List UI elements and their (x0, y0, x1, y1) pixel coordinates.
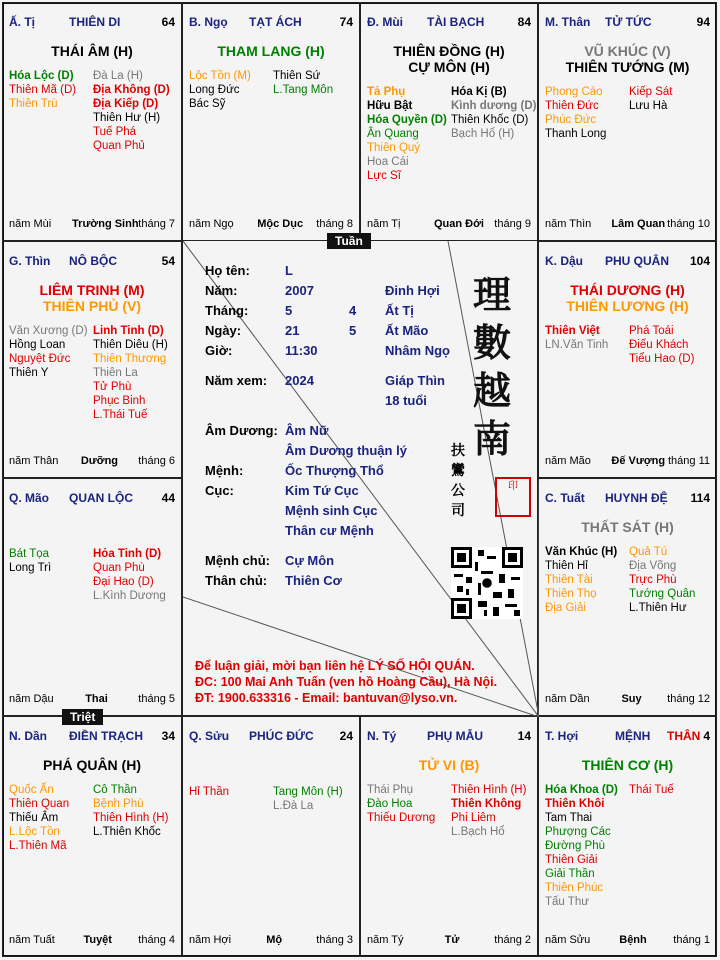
minor-star: Thiên Quan (9, 798, 70, 810)
palace-name: QUAN LỘC (69, 491, 133, 505)
minor-star: Quốc Ấn (9, 784, 54, 796)
minor-star: Quan Phù (93, 562, 145, 574)
minor-star: Phục Binh (93, 395, 146, 407)
minor-star: Địa Kiếp (D) (93, 98, 159, 110)
value-cuc: Kim Tứ Cục (285, 483, 359, 498)
minor-star: Phá Toái (629, 325, 674, 337)
minor-star: Thiên Đức (545, 100, 599, 112)
palace-name: HUYNH ĐỆ (605, 491, 668, 505)
footer-year: năm Sửu (545, 934, 591, 946)
value-amduong: Âm Nữ (285, 423, 329, 438)
minor-star: Long Trì (9, 562, 52, 574)
palace-can-chi: T. Hợi (545, 729, 579, 743)
tuan-marker: Tuần (327, 233, 371, 249)
minor-star: Thiên La (93, 367, 138, 379)
main-star: LIÊM TRINH (M) (39, 282, 145, 298)
triet-marker: Triệt (62, 709, 103, 725)
palace-can-chi: K. Dậu (545, 254, 584, 268)
footer-truong-sinh: Quan Đới (434, 218, 484, 230)
minor-star: Thiên Khốc (D) (451, 114, 529, 126)
footer-truong-sinh: Thai (85, 693, 108, 705)
palace-can-chi: N. Dần (9, 729, 48, 743)
star-column-right (93, 69, 170, 153)
star-column-right (629, 85, 672, 113)
value-day-can: Ất Mão (385, 323, 429, 338)
palace-can-chi: Đ. Mùi (367, 15, 403, 29)
footer-month: tháng 10 (667, 218, 710, 230)
star-column-left (189, 69, 251, 111)
palace-name: ĐIỀN TRẠCH (69, 729, 143, 743)
minor-star: Cô Thần (93, 784, 137, 796)
minor-star: Thiên Giải (545, 854, 598, 866)
footer-truong-sinh: Mộ (266, 934, 283, 946)
minor-star: Phi Liêm (451, 812, 496, 824)
palace-tuat (538, 478, 717, 716)
minor-star: Địa Không (D) (93, 84, 170, 96)
contact-line-1: Để luận giải, mời bạn liên hệ LÝ SỐ HỘI QUÁN. (195, 659, 475, 673)
minor-star: Thiên Sứ (273, 70, 321, 82)
palace-name: THIÊN DI (69, 15, 121, 29)
value-cuc-relation: Mệnh sinh Cục (285, 503, 378, 518)
palace-ty2 (360, 716, 538, 957)
minor-star: Thiếu Dương (367, 812, 436, 824)
main-star: THAM LANG (H) (217, 43, 325, 59)
palace-mui (360, 2, 538, 241)
palace-name-than: THÂN (667, 729, 701, 743)
minor-star: Tam Thai (545, 812, 593, 824)
star-column-left (189, 785, 229, 799)
footer-truong-sinh: Dưỡng (80, 455, 119, 467)
minor-star: Kiếp Sát (629, 86, 673, 98)
minor-star: Hóa Kị (B) (451, 86, 507, 98)
star-column-left (545, 545, 617, 615)
minor-star: L.Thiên Mã (9, 840, 67, 852)
star-column-left (9, 547, 51, 575)
minor-star: Tấu Thư (545, 896, 589, 908)
footer-year: năm Mão (545, 455, 591, 467)
label-name: Họ tên: (205, 263, 250, 278)
minor-star: Địa Võng (629, 560, 677, 572)
footer-truong-sinh: Suy (621, 693, 642, 705)
star-column-right (93, 547, 166, 603)
minor-star: Thiên Không (451, 798, 522, 810)
star-column-left (367, 85, 447, 183)
minor-star: Kình dương (D) (451, 100, 537, 112)
minor-star: Tử Phù (93, 381, 132, 393)
minor-star: L.Đà La (273, 800, 314, 812)
footer-year: năm Tị (367, 218, 401, 230)
value-year-can: Đinh Hợi (385, 283, 440, 298)
footer-truong-sinh: Đế Vượng (611, 455, 666, 467)
minor-star: Thiên Thương (93, 353, 167, 365)
minor-star: Trực Phù (629, 574, 677, 586)
value-month-lunar: 4 (349, 303, 357, 318)
footer-year: năm Thìn (545, 218, 592, 230)
palace-name: PHỤ MẪU (427, 729, 483, 743)
minor-star: Văn Khúc (H) (545, 546, 618, 558)
main-star: THÁI DƯƠNG (H) (570, 282, 685, 298)
minor-star: L.Kình Dương (93, 590, 166, 602)
value-month: 5 (285, 303, 293, 318)
minor-star: Giải Thần (545, 868, 595, 880)
value-day-lunar: 5 (349, 323, 357, 338)
palace-age: 94 (696, 15, 710, 29)
value-menh: Ốc Thượng Thổ (285, 463, 384, 478)
footer-truong-sinh: Tử (444, 934, 460, 946)
minor-star: L.Tang Môn (273, 84, 334, 96)
palace-age: 34 (161, 729, 175, 743)
main-star: THIÊN TƯỚNG (M) (565, 59, 690, 75)
footer-year: năm Tý (367, 934, 404, 946)
palace-can-chi: Ấ. Tị (9, 15, 35, 29)
minor-star: Thái Phụ (367, 784, 414, 796)
footer-year: năm Tuất (9, 934, 55, 946)
minor-star: Hóa Lộc (D) (9, 70, 74, 82)
palace-than (538, 2, 717, 241)
minor-star: Văn Xương (D) (9, 325, 88, 337)
main-star: PHÁ QUÂN (H) (43, 757, 141, 773)
palace-age: 84 (517, 15, 531, 29)
minor-star: Quả Tú (629, 546, 668, 558)
star-column-right (93, 783, 168, 839)
minor-star: Hoa Cái (367, 156, 409, 168)
minor-star: L.Thiên Khốc (93, 826, 161, 838)
minor-star: Ân Quang (367, 128, 419, 140)
star-column-left (9, 324, 88, 380)
minor-star: L.Lộc Tồn (9, 826, 60, 838)
footer-year: năm Dậu (9, 693, 54, 705)
minor-star: Quan Phủ (93, 140, 145, 152)
palace-can-chi: B. Ngọ (189, 15, 228, 29)
star-column-right (273, 69, 333, 97)
star-column-right (93, 324, 168, 422)
minor-star: Tiểu Hao (D) (629, 353, 695, 365)
minor-star: Thiên Tài (545, 574, 593, 586)
palace-mao (2, 478, 182, 716)
minor-star: Bạch Hổ (H) (451, 128, 515, 140)
footer-truong-sinh: Tuyệt (83, 934, 112, 946)
footer-year: năm Dần (545, 693, 590, 705)
palace-dan (2, 716, 182, 957)
palace-hoi (538, 716, 717, 957)
minor-star: Long Đức (189, 84, 240, 96)
chart-center-panel (182, 240, 538, 716)
minor-star: Bệnh Phù (93, 798, 144, 810)
minor-star: Đại Hao (D) (93, 576, 154, 588)
palace-name: TỬ TỨC (605, 15, 652, 29)
palace-can-chi: M. Thân (545, 15, 591, 29)
minor-star: Hóa Khoa (D) (545, 784, 618, 796)
value-age: 18 tuổi (385, 393, 427, 408)
label-hour: Giờ: (205, 343, 233, 358)
value-month-can: Ất Tị (385, 303, 414, 318)
minor-star: Thiên Thọ (545, 588, 597, 600)
palace-suu (182, 716, 360, 957)
minor-star: Thiên Phúc (545, 882, 604, 894)
main-star: TỬ VI (B) (418, 757, 480, 773)
palace-can-chi: Q. Sửu (189, 729, 230, 743)
minor-star: Thiên Việt (545, 325, 600, 337)
label-year-view: Năm xem: (205, 373, 268, 388)
label-month: Tháng: (205, 303, 249, 318)
contact-address: ĐC: 100 Mai Anh Tuấn (ven hồ Hoàng Cầu), Hà Nội. (195, 675, 498, 689)
palace-name: TÀI BẠCH (427, 15, 485, 29)
label-menh: Mệnh: (205, 463, 244, 478)
palace-name: PHU QUÂN (605, 254, 670, 268)
minor-star: Bác Sỹ (189, 98, 226, 110)
label-year: Năm: (205, 283, 238, 298)
star-column-right (629, 783, 674, 797)
value-amduong-detail: Âm Dương thuận lý (285, 443, 407, 458)
minor-star: Thiên Quý (367, 142, 421, 154)
minor-star: Tuế Phá (93, 126, 137, 138)
footer-month: tháng 5 (138, 693, 175, 705)
palace-can-chi: N. Tý (367, 729, 397, 743)
footer-truong-sinh: Lâm Quan (611, 218, 666, 230)
minor-star: Thiên Diêu (H) (93, 339, 168, 351)
footer-month: tháng 4 (138, 934, 175, 946)
label-than-chu: Thân chủ: (205, 573, 268, 588)
main-star: CỰ MÔN (H) (408, 59, 490, 75)
palace-ty (2, 2, 182, 241)
value-hour: 11:30 (285, 343, 318, 358)
minor-star: Hóa Quyền (D) (367, 114, 447, 126)
palace-age: 74 (339, 15, 353, 29)
minor-star: Điếu Khách (629, 339, 689, 351)
minor-star: Thiên Y (9, 367, 49, 379)
value-than-chu: Thiên Cơ (285, 573, 342, 588)
star-column-left (545, 783, 618, 909)
star-column-right (629, 545, 695, 615)
red-seal-stamp: 印 (495, 477, 531, 517)
value-year: 2007 (285, 283, 314, 298)
palace-age: 64 (161, 15, 175, 29)
main-star: THÁI ÂM (H) (51, 43, 133, 59)
footer-year: năm Thân (9, 455, 59, 467)
palace-thin (2, 241, 182, 478)
main-star: THIÊN LƯƠNG (H) (566, 298, 689, 314)
palace-age: 114 (690, 491, 710, 505)
minor-star: Thái Tuế (629, 784, 674, 796)
minor-star: Hỏa Tinh (D) (93, 548, 162, 560)
minor-star: Thanh Long (545, 128, 607, 140)
minor-star: LN.Văn Tinh (545, 339, 609, 351)
footer-month: tháng 2 (494, 934, 531, 946)
palace-can-chi: Q. Mão (9, 491, 50, 505)
footer-month: tháng 12 (667, 693, 710, 705)
minor-star: Thiên Hư (H) (93, 112, 161, 124)
minor-star: Thiên Mã (D) (9, 84, 77, 96)
star-column-left (9, 69, 76, 111)
minor-star: Tướng Quân (629, 588, 696, 600)
minor-star: Hữu Bật (367, 100, 413, 112)
minor-star: Nguyệt Đức (9, 353, 71, 365)
star-column-right (451, 783, 526, 839)
footer-month: tháng 9 (494, 218, 531, 230)
label-menh-chu: Mệnh chủ: (205, 553, 270, 568)
footer-month: tháng 3 (316, 934, 353, 946)
palace-age: 104 (689, 254, 710, 268)
palace-name: MỆNH (615, 729, 651, 743)
palace-dau (538, 241, 717, 478)
value-day: 21 (285, 323, 300, 338)
qr-code (451, 547, 523, 619)
minor-star: Lực Sĩ (367, 170, 401, 182)
star-column-left (367, 783, 435, 825)
minor-star: Thiên Hình (H) (451, 784, 527, 796)
footer-month: tháng 1 (673, 934, 710, 946)
minor-star: Địa Giải (545, 602, 586, 614)
star-column-left (545, 324, 608, 352)
label-amduong: Âm Dương: (205, 423, 278, 438)
palace-name: TẠT ÁCH (249, 15, 302, 29)
footer-truong-sinh: Trường Sinh (72, 218, 139, 230)
minor-star: Thiên Khôi (545, 798, 605, 810)
minor-star: L.Thái Tuế (93, 409, 148, 421)
minor-star: Hồng Loan (9, 339, 66, 351)
label-day: Ngày: (205, 323, 242, 338)
palace-name: NÔ BỘC (69, 254, 117, 268)
minor-star: Lộc Tồn (M) (189, 70, 251, 82)
footer-year: năm Hợi (189, 934, 232, 946)
seal-small-text: 扶 鸞 公 司 (451, 443, 465, 519)
footer-month: tháng 7 (138, 218, 175, 230)
contact-phone-email: ĐT: 1900.633316 - Email: bantuvan@lyso.vn. (195, 691, 458, 705)
minor-star: Đà La (H) (93, 70, 143, 82)
value-name: L (285, 263, 293, 278)
minor-star: Thiên Hỉ (545, 560, 588, 572)
palace-ngo (182, 2, 360, 241)
minor-star: Phong Cáo (545, 86, 603, 98)
minor-star: Bát Tọa (9, 548, 50, 560)
main-star: THIÊN ĐỒNG (H) (393, 43, 505, 59)
footer-truong-sinh: Bệnh (619, 934, 647, 946)
palace-can-chi: C. Tuất (545, 491, 585, 505)
main-star: VŨ KHÚC (V) (584, 43, 671, 59)
minor-star: Tả Phụ (367, 86, 406, 98)
value-hour-can: Nhâm Ngọ (385, 343, 450, 358)
minor-star: Phúc Đức (545, 114, 597, 126)
footer-truong-sinh: Mộc Dục (257, 218, 304, 230)
value-than-cu: Thân cư Mệnh (285, 523, 374, 538)
palace-age: 4 (703, 729, 710, 743)
minor-star: Đường Phù (545, 840, 605, 852)
footer-year: năm Ngọ (189, 218, 234, 230)
minor-star: Thiên Trù (9, 98, 58, 110)
palace-can-chi: G. Thìn (9, 254, 51, 268)
value-menh-chu: Cự Môn (285, 553, 335, 568)
minor-star: Hỉ Thần (189, 786, 230, 798)
star-column-left (545, 85, 606, 141)
calligraphy-text: 理 數 越 南 (473, 272, 512, 461)
palace-age: 44 (161, 491, 175, 505)
label-cuc: Cục: (205, 483, 234, 498)
main-star: THẤT SÁT (H) (581, 519, 674, 535)
star-column-right (273, 785, 343, 813)
minor-star: Lưu Hà (629, 100, 668, 112)
minor-star: L.Thiên Hư (629, 602, 687, 614)
palace-age: 24 (339, 729, 353, 743)
minor-star: Thiên Hình (H) (93, 812, 169, 824)
palace-age: 54 (161, 254, 175, 268)
star-column-left (9, 783, 69, 853)
minor-star: Đào Hoa (367, 798, 413, 810)
minor-star: Phượng Các (545, 826, 611, 838)
minor-star: L.Bạch Hổ (451, 826, 505, 838)
palace-age: 14 (517, 729, 531, 743)
value-year-view: 2024 (285, 373, 314, 388)
main-star: THIÊN PHỦ (V) (43, 298, 141, 314)
minor-star: Tang Môn (H) (273, 786, 343, 798)
footer-year: năm Mùi (9, 218, 52, 230)
palace-name: PHÚC ĐỨC (249, 729, 314, 743)
value-year-view-can: Giáp Thìn (385, 373, 445, 388)
star-column-right (451, 85, 536, 141)
footer-month: tháng 6 (138, 455, 175, 467)
main-star: THIÊN CƠ (H) (581, 757, 674, 773)
minor-star: Linh Tinh (D) (93, 325, 164, 337)
minor-star: Thiếu Âm (9, 812, 59, 824)
footer-month: tháng 8 (316, 218, 353, 230)
star-column-right (629, 324, 694, 366)
footer-month: tháng 11 (667, 455, 710, 467)
